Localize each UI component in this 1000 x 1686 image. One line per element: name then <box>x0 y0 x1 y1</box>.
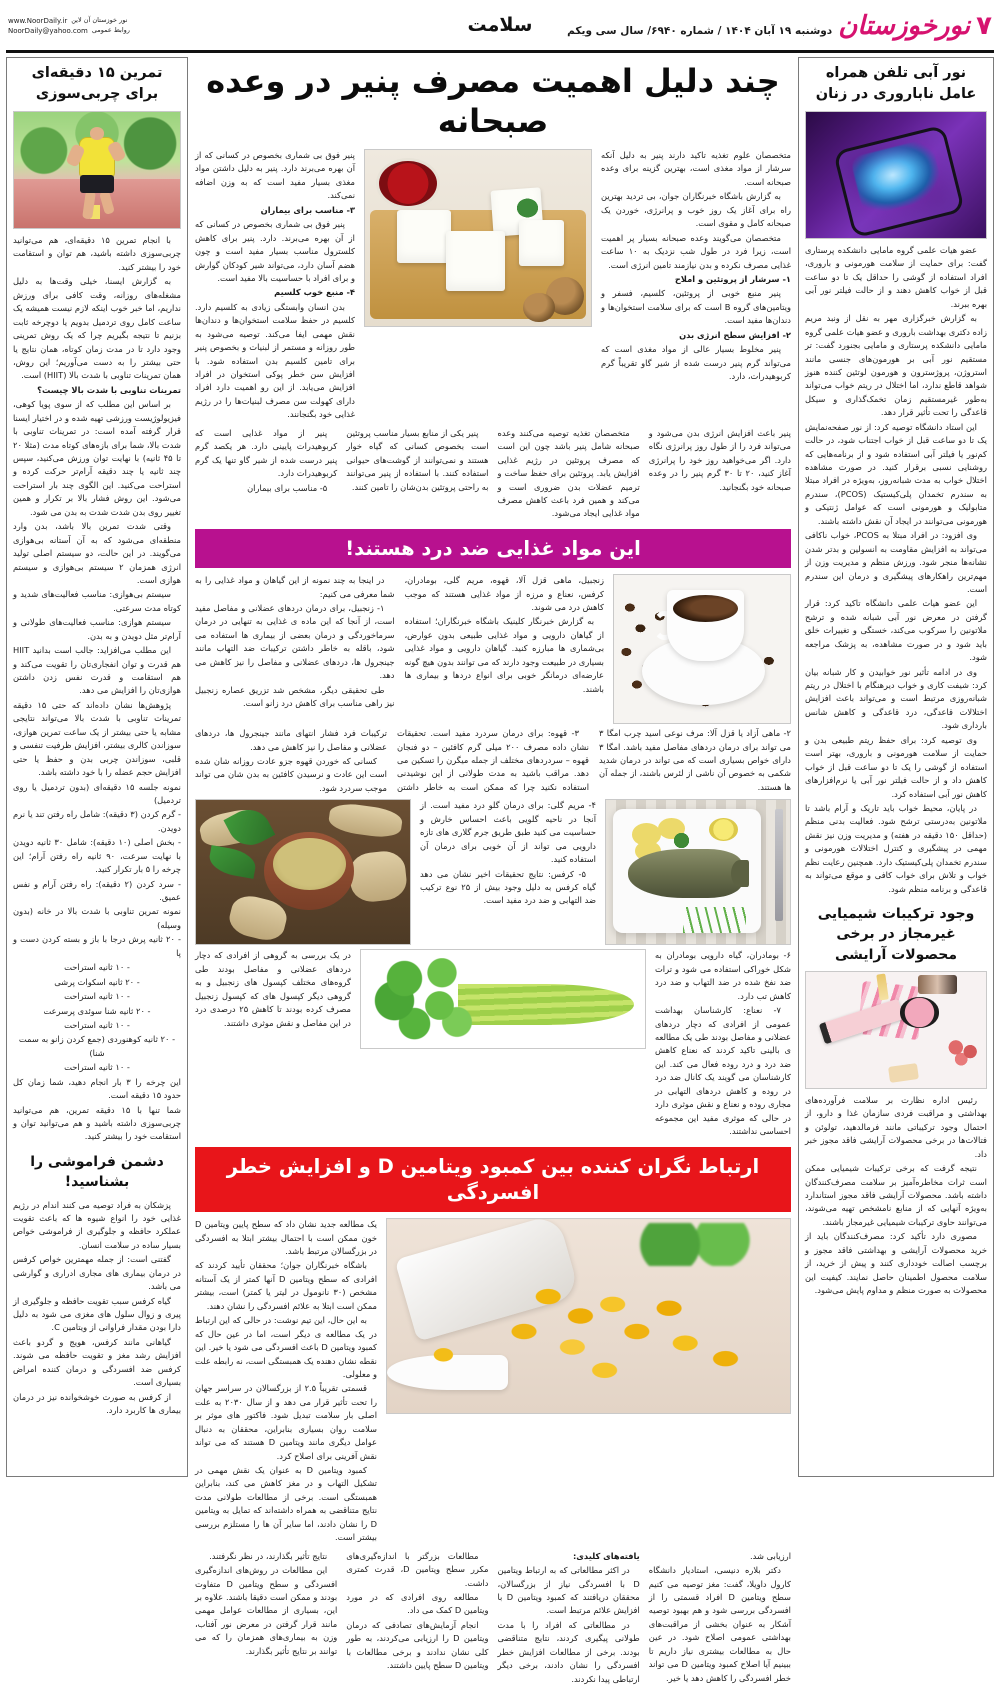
list-item: - بخش اصلی (۱۰ دقیقه): شامل ۳۰ ثانیه دویدن با نهایت سرعت، ۹۰ ثانیه راه رفتن آرام؛ این چرخه را ۵ بار تکرار کنید. <box>13 837 181 875</box>
list-item: - ۲۰ ثانیه پرش درجا با باز و بسته کردن دست و پا <box>13 934 182 958</box>
paragraph: پنیر باعث افزایش انرژی بدن می‌شود و می‌تواند فرد را از طول روز پرانرژی نگاه دارد. اگر می‌خواهید روز خود را پرانرژی آغاز کنید، ۲۰ تا ۳۰ گرم پنیر را در وعده صبحانه خود بگنجانید. <box>648 427 791 492</box>
cheese-platter-photo <box>364 149 592 327</box>
website-url[interactable]: www.NoorDaily.ir <box>8 16 68 25</box>
main-headline: چند دلیل اهمیت مصرف پنیر در وعده صبحانه <box>206 62 780 140</box>
left-article1-title: نور آبی تلفن همراه عامل ناباروری در زنان <box>815 65 977 103</box>
paragraph: مصوری دارد تأکید کرد: مصرف‌کنندگان باید از خرید محصولات آرایشی و بهداشتی فاقد مجوز و برچسب اصالت خودداری کنند و پیش از خرید، از سلامت محصول اطمینان حاصل نمایند. کیفیت این محصولات به صورت منظم و مداوم پایش می‌شود. <box>805 1231 987 1296</box>
subheading: یافته‌های کلیدی: <box>572 1550 640 1561</box>
paragraph: بر اساس این مطلب که از سوی پویا کوهی، فیزیولوژیست ورزشی تهیه شده و در اختیار ایسنا قرار گرفته آمده است: در تمرینات تناوبی با شدت بالا، شما برای بازه‌های کوتاه مدت (مثلا ۲۰ تا ۴۵ ثانیه) با نهایت توان ورزش می‌کنید، سپس چند ثانیه یا چند دقیقه آرام‌تر حرکت کرده و استراحت می‌کنید. این الگوی چند بار استراحت می‌شود. این روش فشار بالا بر تکرار و همین تغییر روی بدن شدت شدت به بدن می شود. <box>13 399 181 517</box>
list-item: - ۱۰ ثانیه استراحت <box>64 962 130 973</box>
paragraph: سیستم هوازی: مناسب فعالیت‌های طولانی و آرام‌تر مثل دویدن و به بدن. <box>13 617 181 641</box>
cheese-right-text <box>601 149 791 423</box>
coffee-cup-photo <box>613 574 791 724</box>
paragraph: در مطالعاتی که افراد را با مدت طولانی پیگیری کردند، نتایج متناقضی بودند. برخی از مطالعات افزایش خطر افسردگی را نشان دادند، برخی دیگر ارتباطی پیدا نکردند. <box>497 1619 640 1684</box>
list-item: - ۲۰ ثانیه شنا سوئدی پرسرعت <box>43 1005 151 1016</box>
right-article1-title: تمرین ۱۵ دقیقه‌ای برای چربی‌سوزی <box>31 65 163 103</box>
newspaper-logo: نورخوزستان <box>838 11 971 41</box>
paragraph: این مطالعات در روش‌های اندازه‌گیری افسردگی و سطح ویتامین D متفاوت بودند و ممکن است دقیقا باشند. علاوه بر این، بسیاری از مطالعات عوامل مهمی مانند قرار گرفتن در معرض نور آفتاب، وزن به بیماری‌های همزمان را که می توانند بر نتایج تأثیر بگذارند. <box>195 1565 338 1656</box>
paragraph: بدن انسان وابستگی زیادی به کلسیم دارد. کلسیم در حفظ سلامت استخوان‌ها و دندان‌ها نقش مهمی ایفا می‌کند. توصیه می‌شود به طور روزانه و مستمر از لبنیات و بخصوص پنیر برای تامین کلسیم بدن استفاده شود. با افزایش سن خطر پوکی استخوان در افراد افزایش می‌یابد. از این رو اهمیت دارد افراد دارای کهولت سن مصرف لبنیات‌ها را در رژیم غذایی خود بگنجانند. <box>195 301 355 420</box>
paragraph: زنجبیل، ماهی قزل آلا، قهوه، مریم گلی، بومادران، کرفس، نعناع و مرزه از مواد غذایی هستند که موجب کاهش درد می شوند. <box>404 575 604 613</box>
paragraph: در پایان، محیط خواب باید تاریک و آرام باشد تا ملاتونین به‌درستی ترشح شود. فعالیت بدنی منظم (حداقل ۱۵۰ دقیقه در هفته) و مدیریت وزن نیز نقش مهمی در پیشگیری و کنترل اختلالات هورمونی و سندرم تخمدان پلی‌کیستیک دارد. همچنین رعایت نظم خواب و تلاش برای خواب کافی و موقع می‌تواند به قاعدگی و برنامه منظم شود. <box>805 802 987 894</box>
pain-text-block4 <box>655 949 791 1139</box>
paragraph: ۲- ماهی آزاد یا قزل آلا: مرف نوعی اسید چرب امگا ۳ می تواند برای درمان دردهای مفاصل مفید باشد. امگا ۳ دارای خواص بسیاری است که می تواند در درمان شدید شکمی به خصوص آن ناشی از لئرس باشند، از جمله آن ها هستند. <box>599 728 791 792</box>
vitamin-d-capsules-photo <box>386 1218 791 1414</box>
paragraph: با انجام تمرین ۱۵ دقیقه‌ای، هم می‌توانید چربی‌سوزی داشته باشید، هم توان و استقامت خود را بیشتر کنید. <box>13 235 181 272</box>
paragraph: نمونه جلسه ۱۵ دقیقه‌ای (بدون تردمیل یا روی تردمیل) <box>13 781 181 805</box>
paragraph: در اینجا به چند نمونه از این گیاهان و مواد غذایی را به شما معرفی می کنیم: <box>195 575 395 599</box>
paragraph: وی در ادامه تأثیر نور خوابیدن و کار شبانه بیان کرد: شیفت کاری و خواب دیرهنگام با اختلال در ریتم شبانه‌روزی مرتبط است و می‌تواند باعث افزایش اختلالات قاعدگی، درد قاعدگی و کاهش شانس بارداری شود. <box>805 666 987 731</box>
email-address[interactable]: NoorDaily@yahoo.com <box>8 27 88 35</box>
paragraph: این استاد دانشگاه توصیه کرد: از نور صفحه‌نمایش یک تا دو ساعت قبل از خواب اجتناب شود، در حالت کم‌نور یا فیلتر آبی استفاده شود و از برنامه‌هایی که روشنایی نسبی برقرار کنید. در صورت مشاهده اختلال خواب به مدت شبانه‌روز، به‌ویژه در افراد مبتلا به سندرم تخمدان پلی‌کیستیک (PCOS)، سندرم متابولیک و هورمونی است که عوامل ژنتیکی و هورمونی می‌توانند در ایجاد آن نقش داشته باشند. <box>805 421 987 526</box>
paragraph: پنیر از مواد غذایی است که کربوهیدرات پایینی دارد. هر یکصد گرم پنیر درست شده از شیر گاو تنها یک گرم کربوهیدرات دارد. <box>195 427 338 479</box>
paragraph: سیستم بی‌هوازی: مناسب فعالیت‌های شدید و کوتاه مدت سرعتی. <box>13 589 181 613</box>
list-item: - ۲۰ ثانیه اسکوات پرشی <box>54 976 140 987</box>
page-body <box>0 57 1000 1684</box>
ginger-image-wrap <box>195 799 411 945</box>
cheese-bottom-text <box>195 427 791 521</box>
paragraph: ۳- قهوه: برای درمان سردرد مفید است. تحقیقات نشان داده مصرف ۲۰۰ میلی گرم کافئین – دو فنجان قهوه – سردردهای مختلف از جمله میگرن را تسکین می دهد. مراقب باشید به مدت طولانی از این نوشیدنی استفاده نکنید چرا که ممکن است به خاطر داشتن ترکیبات فرد فشار انتهای مانند جینجرول ها، دردهای عضلانی و مفاصل را نیز کاهش می دهد. <box>195 728 589 792</box>
subheading: ۳- مناسب برای بیماران <box>260 204 355 215</box>
left-sidebar <box>798 57 994 1477</box>
paragraph: عضو هیات علمی گروه مامایی دانشکده پرستاری گفت: برای حمایت از سلامت هورمونی و باروری، افراد استفاده از گوشی را حداقل یک تا دو ساعت قبل از خواب کاهش دهند و از حالت فیلتر نور آبی بهره ببرند. <box>805 245 987 309</box>
right-article2-title: دشمن فراموشی را بشناسید! <box>30 1153 164 1191</box>
paragraph: به گزارش خبرگزاری مهر به نقل از ونبد مریم زاده دکتری بهداشت باروری و عضو هیات علمی گروه مامایی دانشکده پرستاری و مامایی بجنورد گفت: تر مستقیم نور آبی بر هورمون‌های جنسی مانند استروژن، پروژسترون و هورمون لوتئین کننده هنوز شواهد قاطع ندارد، اما اختلال در ریتم خواب می‌تواند به‌طور غیرمستقیم زمان تخمک‌گذاری و سیکل قاعدگی را تحت تأثیر قرار دهد. <box>805 313 987 418</box>
main-column <box>188 57 798 1684</box>
vitd-text-block1 <box>195 1218 377 1546</box>
cheese-image-and-text <box>364 149 592 423</box>
paragraph: به گزارش خبرنگار کلینیک باشگاه خبرنگاران؛ استفاده از گیاهان دارویی و مواد غذایی طبیعی بدون عوارض، بی‌شماری ها مبارزه کنید. گیاهان دارویی و مواد غذایی بسیاری در طبیعت وجود دارند که می توانند بدون هیچ گونه عارضه‌ای درمانگر خوبی برای انواع دردها و بیماری ها باشند. <box>404 616 604 694</box>
paragraph: پژوهش‌ها نشان داده‌اند که حتی ۱۵ دقیقه تمرینات تناوبی با شدت بالا می‌تواند نتایجی مشابه یا حتی بیشتر از یک ساعت تمرین هوازی، سوزاندن کالری بیشتر، افزایش ظرفیت تنفسی و قلبی، سوزاندن چربی بدن و حفظ یا حتی افزایش حجم عضله را با خود داشته باشد. <box>13 699 181 778</box>
header-rule <box>6 50 994 53</box>
paragraph: ۶- بومادران، گیاه دارویی بومادران به شکل خوراکی استفاده می شود و ترات ضد نفخ شده در ضد التهاب و ضد درد کاهش تب دارد. <box>655 950 791 1001</box>
pain-food-banner: این مواد غذایی ضد درد هستند! <box>195 529 791 568</box>
subheading: ۱- سرشار از پروتئین و املاح <box>674 273 791 284</box>
left-sidebar-box <box>798 57 994 1477</box>
cosmetics-products-photo <box>805 971 987 1089</box>
blue-light-phone-photo <box>805 111 987 239</box>
right-sidebar-box <box>6 57 188 1477</box>
paragraph: ۵- کرفس: نتایج تحقیقات اخیر نشان می دهد گیاه کرفس به دلیل وجود بیش از ۲۵ نوع ترکیب ضد التهابی و ضد درد مفید است. <box>420 868 597 906</box>
paragraph: ۷- نعناع: کارشناسان بهداشت عمومی از افرادی که دچار دردهای عضلانی و مفاصل بودند طی یک مطالعه ی بالینی تاکید کردند که نعناع کاهش ضد درد و درد روده فعال می کند. این کارشناسان می گویند یک کانال ضد درد در روده و کاهش دردهای التهابی در مجاری روده و نعناع و نقش موثری دارد در حالی که موثری مفید این مجموعه احساسی نداشتند. <box>655 1005 791 1137</box>
paragraph: متخصصان تغذیه توصیه می‌کنند وعده صبحانه شامل پنیر باشد چون این است که مصرف پروتئین در رژیم غذایی افزایش یابد. پروتئین برای حفظ ساخت و ترمیم عضلات بدن ضروری است و می‌کند و همین فرد باعث کاهش مصرف مواد غذایی ایجاد می‌شود. <box>497 427 640 519</box>
paragraph: متخصصان می‌گویند وعده صبحانه بسیار پر اهمیت است، زیرا فرد در طول شب نزدیک به ۱۰ ساعت غذایی مصرف نکرده و بدن نیازمند تامین انرژی است. <box>601 232 791 270</box>
paragraph: این چرخه را ۳ بار انجام دهید، شما زمان کل حدود ۱۵ دقیقه است. <box>13 1076 181 1101</box>
paragraph: نتیجه گرفت که برخی ترکیبات شیمیایی ممکن است ثرات مخاطره‌آمیز بر سلامت مصرف‌کنندگان داشته باشد. محصولات آرایشی فاقد مجوز استاندارد به‌ویژه آنهایی که از منابع نامشخص تهیه می‌شوند، می‌توانند حاوی ترکیبات شیمیایی غیرمجاز باشند. <box>805 1163 987 1227</box>
vitd-article-row1 <box>195 1218 791 1546</box>
paragraph: به گزارش باشگاه خبرنگاران جوان، بی تردید بهترین راه برای آغاز یک روز خوب و پرانرژی، خوردن یک صبحانه کامل و مقوی است. <box>601 191 791 229</box>
coffee-image-wrap <box>613 574 791 724</box>
paragraph: پنیر فوق بی شماری بخصوص در کسانی که از آن بهره می‌برند دارد. پنیر به دلیل داشتن مواد مغذی بسیار مفید است که به وزن اضافه نمی‌کند. <box>195 150 355 201</box>
paragraph: در یک بررسی به گروهی از افرادی که دچار دردهای عضلانی و مفاصل بودند طی گروه‌های مختلف کپسول های زنجبیل و به گروهی دیگر کپسول های که کپسول زنجبیل مصرف کرده بودند تا کاهش ۲۵ درصدی درد در این مفاصل و نقش موثری داشتند. <box>195 950 351 1028</box>
list-item: - ۱۰ ثانیه استراحت <box>64 1062 130 1073</box>
pr-label: روابط عمومی <box>91 26 130 34</box>
paragraph: پنیر یکی از منابع بسیار مناسب پروتئین است بخصوص کسانی که گیاه خوار هستند و نمی‌توانند از گوشت‌های حیوانی استفاده کنند. با استفاده از پنیر می‌توانند به راحتی پروتئین بدن‌شان را تامین کنند. <box>346 427 489 492</box>
paragraph: کسانی که خوردن قهوه جزو عادت روزانه شان شده است این عادت و نرسیدن کافئین به بدن شان می تواند موجب سردرد شود. <box>195 756 387 793</box>
masthead-date: دوشنبه ۱۹ آبان ۱۴۰۴ / شماره ۶۹۴۰/ سال سی ویکم <box>567 25 833 37</box>
paragraph: گیاه کرفس سبب تقویت حافظه و جلوگیری از پیری و زوال سلول های مغزی می شود به دلیل دارا بودن مقدار فراوانی از ویتامین C. <box>13 1295 181 1333</box>
paragraph: پنیر فوق بی شماری بخصوص در کسانی که از آن بهره می‌برند. دارد. پنیر برای کاهش کلسترول مناسب بسیار مفید است و چون هضم آسان دارد، می‌تواند شیر کودکان گوارش و برای افراد با حساسیت بالا مفید است. <box>195 219 355 283</box>
paragraph: به این حال، این تیم نوشت: در حالی که این ارتباط در یک مطالعه ی دیگر است، اما در عین حال که کمبود ویتامین D باعث افسردگی می شود یا خیر. این نقطه نشان دهنده یک همبستگی است، نه رابطه علت و معلولی. <box>195 1315 377 1379</box>
list-item: - ۲۰ ثانیه کوهنوردی (جمع کردن زانو به سمت شنا) <box>18 1034 176 1058</box>
paragraph: پنیر منبع خوبی از پروتئین، کلسیم، فسفر و ویتامین‌های گروه B است که برای سلامت استخوان‌ها و دندان‌ها مفید است. <box>601 288 791 326</box>
paragraph: این عضو هیات علمی دانشگاه تاکید کرد: قرار گرفتن در معرض نور آبی شبانه شده و ترشح ملاتونین را سرکوب می‌کند، خستگی و تغییرات خلق باید شود و در صورت مشاهده، به پزشک مراجعه شود. <box>805 598 987 663</box>
list-item: - ۱۰ ثانیه استراحت <box>64 1019 130 1030</box>
paragraph: ۴- مریم گلی: برای درمان گلو درد مفید است. از آنجا در ناحیه گلویی باعث احساس خارش و حساسیت می کنید طبق طریق جرم گلاری های تازه دارویی می تواند از آن خوبی برای درمان آن استفاده کنید. <box>420 800 596 865</box>
celery-image-wrap <box>360 949 646 1139</box>
pain-text-block1 <box>195 574 604 724</box>
paragraph: مطالعه روی افرادی که در مورد ویتامین D کمک می داد. <box>346 1591 489 1616</box>
paragraph: رئیس اداره نظارت بر سلامت فرآورده‌های بهداشتی و مراقبت فردی سازمان غذا و دارو، از احتمال وجود ترکیباتی مانند فرمالدهید، تولوئن و فتالات‌ها در برخی محصولات آرایشی فاقد مجوز خبر داد. <box>805 1094 987 1159</box>
fish-image-wrap <box>605 799 791 945</box>
subheading: ۲- افزایش سطح انرژی بدن <box>679 329 791 340</box>
masthead-contact <box>8 16 130 37</box>
vitamin-d-banner: ارتباط نگران کننده بین کمبود ویتامین D و افزایش خطر افسردگی <box>195 1147 791 1212</box>
website-label: نور خوزستان آن لاین <box>71 15 128 24</box>
paragraph: متخصصان علوم تغذیه تاکید دارند پنیر به دلیل آنکه سرشار از مواد مغذی است، بهترین گزینه برای وعده صبحانه است. <box>601 150 791 187</box>
right-article2-body <box>13 1199 181 1418</box>
paragraph: گیاهانی مانند کرفس، هویج و گردو باعث افزایش رشد مغز و تقویت حافظه می شوند. کرفس ضد افسردگی و درمان کننده امراض بسیاری است. <box>13 1336 181 1388</box>
paragraph: ۱- زنجبیل، برای درمان دردهای عضلانی و مفاصل مفید است، از آنجا که این ماده ی غذایی به تنهایی در درمان سرماخوردگی و درمان بعضی از بیماری ها استفاده می شود، باقله به خاطر داشتن ترکیبات ضد التهاب مانند جینجرول ها، دردهای عضلانی و مفاصل را نیز کاهش می دهد. <box>195 603 395 681</box>
pain-article-row2 <box>195 799 791 945</box>
masthead <box>0 0 1000 48</box>
paragraph: نمونه تمرین تناوبی با شدت بالا در خانه (بدون وسیله) <box>13 906 181 930</box>
left-article1-body <box>805 244 987 896</box>
right-article1-body <box>13 234 181 1144</box>
subheading: ۴- منبع خوب کلسیم <box>274 287 355 298</box>
left-article2-title: وجود ترکیبات شیمیایی غیرمجاز در برخی محصولات آرایشی <box>817 906 975 963</box>
paragraph: دکتر بلاره دنیسی، استادیار دانشگاه کارول داویلا، گفت: مغز توصیه می کنیم سطح ویتامین D افراد قسمتی را از افسردگی بررسی شود و هم بهبود توصیه آشکار به عنوان بخشی از مراقبت‌های بهداشتی عمومی اصلاح شود. در عین حال به مطالعات بیشتری نیاز داریم تا ببینیم آیا اصلاح کمبود ویتامین D می تواند خطر افسردگی را کاهش دهد یا خیر. <box>648 1565 792 1683</box>
runner-on-road-photo <box>13 111 181 229</box>
paragraph: نتایج تأثیر بگذارند، در نظر نگرفتند. <box>209 1550 328 1561</box>
paragraph: وی توصیه کرد: برای حفظ ریتم طبیعی بدن و حمایت از سلامت هورمونی و باروری، بهتر است استفاده از گوشی را یک تا دو ساعت قبل از خواب کاهش داد و از حالت فیلتر نور آبی یا نرم‌افزارهای کاهش نور آبی استفاده کرد. <box>805 734 987 799</box>
right-sidebar <box>6 57 188 1477</box>
paragraph: طی تحقیقی دیگر، مشخص شد تزریق عصاره زنجبیل نیز راهی مناسب برای کاهش درد زانو است. <box>195 684 395 709</box>
paragraph: پزشکان به فراد توصیه می کنند اندام در رژیم غذایی خود را انواع شیوه ها که باعث تقویت عملکرد حافظه و جلوگیری از فراموشی خواص بسیار ساده در سلامت انسان. <box>13 1199 181 1250</box>
pain-text-block3 <box>420 799 596 945</box>
paragraph: مطالعات بزرگتر با اندازه‌گیری‌های مکرر سطح ویتامین D، قدرت کمتری داشت. <box>346 1550 489 1588</box>
paragraph: کمبود ویتامین D به عنوان یک نقش مهمی در تشکیل التهاب و در مغز کاهش می کند، بنابراین همبستگی است. برخی از مطالعات طولانی مدت نتایج متناقضی به همراه داشته‌اند که تمایل به ویتامین D را نشان دادند، اما سایر آن ها را مستلزم بررسی بیشتر است. <box>195 1465 377 1543</box>
vitd-text-block2 <box>195 1550 791 1686</box>
paragraph: قسمتی تقریباً ۲.۵ از بزرگسالان در سراسر جهان را تحت تأثیر قرار می دهد و از سال ۲۰۳۰ به علت اصلی بار سلامت تبدیل شود. فاکتور های موثر بر سلامت روان بسیاری بنابراین، محققان به دنبال عوامل دیگری مانند ویتامین D هستند که می تواند نقش آفرینی برای اصلاح کرد. <box>195 1383 378 1461</box>
ginger-root-powder-photo <box>195 799 411 945</box>
paragraph: این مطلب می‌افزاید: جالب است بدانید HIIT هم قدرت و توان انفجاری‌تان را تقویت می‌کند و هم استقامت و قدرت نفس زدن داشتن هوازی‌تان را افزایش می دهد. <box>13 645 181 696</box>
paragraph: وقتی شدت تمرین بالا باشد، بدن وارد منطقه‌ای می‌شود که به آن آستانه بی‌هوازی می‌گویند. در این حالت، دو سیستم اصلی تولید انرژی همزمان ۲ سیستم بی‌هوازی و سیستم هوازی است. <box>13 521 181 585</box>
paragraph: به گزارش ایسنا، خیلی وقت‌ها به دلیل مشغله‌های روزانه، وقت کافی برای ورزش نداریم، اما خبر خوب اینکه لازم نیست همیشه یک ساعت کامل روی تردمیل بدویم یا دوچرخه ثابت بزنیم تا نتیجه بگیریم چرا که یک روش تمرینی وجود دارد تا در مدت زمان کوتاه، همان نتایج یا حتی بیشتر را به دست می‌آوریم؛ این روش، همان تمرینات تناوبی با شدت بالا (HIIT) است. <box>13 276 181 381</box>
pain-article-row1 <box>195 574 791 724</box>
paragraph: ۵- مناسب برای بیماران <box>247 482 328 493</box>
masthead-logo-group <box>567 13 992 39</box>
list-item: - گرم کردن (۳ دقیقه): شامل راه رفتن تند یا نرم دویدن. <box>13 809 181 833</box>
grilled-fish-plate-photo <box>605 799 791 945</box>
paragraph: پنیر مخلوط بسیار عالی از مواد مغذی است که می‌تواند گرم پنیر درست شده از شیر گاو تقریباً گرم کربوهیدرات، دارد. <box>601 344 791 381</box>
left-article2-body <box>805 1094 987 1298</box>
pain-text-block2 <box>195 727 791 795</box>
list-item: - سرد کردن (۲ دقیقه): راه رفتن آرام و نفس عمیق. <box>13 878 181 903</box>
paragraph: باشگاه خبرنگاران جوان؛ محققان تأیید کردند که افرادی که سطح ویتامین D آنها کمتر از یک آستانه مشخص (۳۰ نانومول در لیتر یا کمتر) است، بیشتر ممکن است ابتلا به علائم افسردگی را نشان دهند. <box>195 1260 377 1311</box>
page-number: ۷ <box>976 11 992 41</box>
list-item: - ۱۰ ثانیه استراحت <box>64 991 130 1002</box>
paragraph: شما تنها با ۱۵ دقیقه تمرین، هم می‌توانید چربی‌سوزی داشته باشید و هم می‌توانید توان و استقامت خود را بیشتر کنید. <box>13 1104 181 1142</box>
pills-image-wrap <box>386 1218 791 1546</box>
paragraph: انجام آزمایش‌های تصادفی که درمان ویتامین D را ارزیابی می‌کردند، به طور کلی نشان ندادند و برخی مطالعات با ویتامین D سطح پایین داشتند. <box>346 1619 489 1671</box>
paragraph: از کرفس به صورت خوشخوانده نیز در درمان بیماری ها کاربرد دارد. <box>13 1391 181 1416</box>
section-title: سلامت <box>467 14 533 36</box>
cheese-article-top <box>195 149 791 423</box>
pain-article-row3 <box>195 949 791 1139</box>
subheading: تمرینات تناوبی با شدت بالا چیست؟ <box>37 384 181 395</box>
paragraph: یک مطالعه جدید نشان داد که سطح پایین ویتامین D خون ممکن است با احتمال بیشتر ابتلا به افسردگی در بزرگسالان مرتبط باشد. <box>195 1219 377 1257</box>
paragraph: گفتنی است: از جمله مهمترین خواص کرفس در درمان بیماری های مجاری ادراری و گوارشی می باشد. <box>13 1254 181 1292</box>
pain-text-block5 <box>195 949 351 1139</box>
paragraph: وی افزود: در افراد مبتلا به PCOS، خواب ناکافی می‌تواند به افزایش مقاومت به انسولین و بدتر شدن نشانه‌ها منجر شود. ورزش منظم و مدیریت وزن از مهم‌ترین راهکارهای پیشگیری و درمان این سندرم است. <box>805 530 987 594</box>
paragraph: در اکثر مطالعاتی که به ارتباط ویتامین D با افسردگی نیاز از بزرگسالان، محققان دریافتند که کمبود ویتامین D با افزایش علائم مرتبط است. <box>497 1565 640 1616</box>
cheese-far-right-text <box>195 149 355 423</box>
paragraph: ارزیابی شد. <box>750 1550 791 1561</box>
celery-bunch-photo <box>360 949 646 1049</box>
